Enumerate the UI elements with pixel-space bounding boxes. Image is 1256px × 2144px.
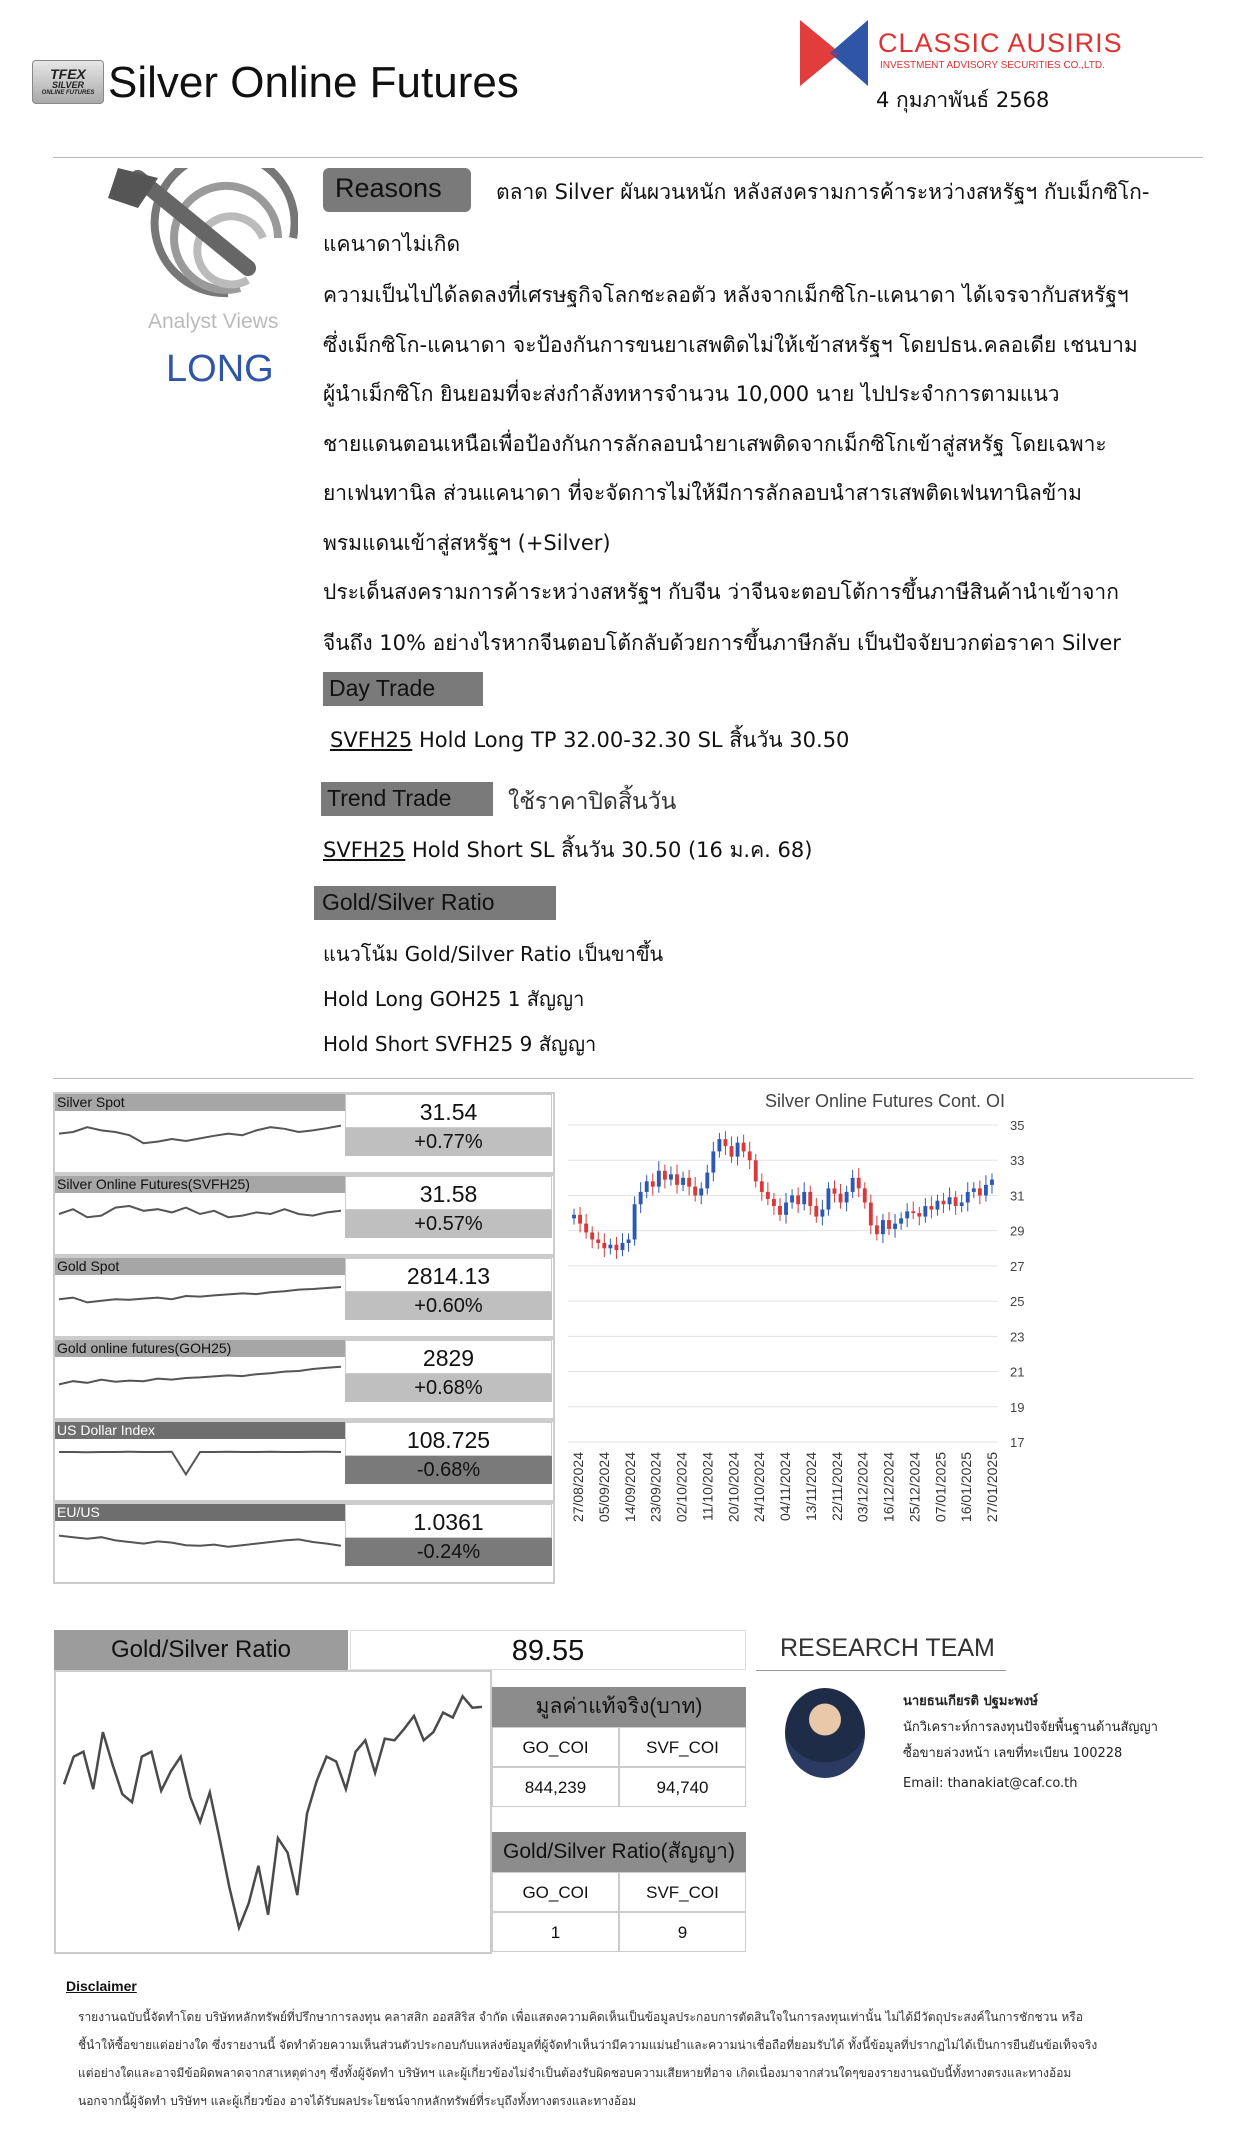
- y-tick-label: 35: [1010, 1118, 1025, 1133]
- y-tick-label: 21: [1010, 1364, 1025, 1380]
- gsr-line: แนวโน้ม Gold/Silver Ratio เป็นขาขึ้น: [323, 942, 664, 966]
- logo-line2: SILVER: [51, 80, 84, 90]
- report-date: 4 กุมภาพันธ์ 2568: [876, 88, 1050, 112]
- candle-body: [790, 1195, 794, 1202]
- candle-body: [760, 1181, 764, 1192]
- candle-body: [905, 1211, 909, 1218]
- x-tick-label: 25/12/2024: [906, 1452, 923, 1523]
- disclaimer-line: แต่อย่างใดและอาจมีข้อผิดพลาดจากสาเหตุต่างๆ ซึ่งทั้งผู้จัดทำ บริษัทฯ และผู้เกี่ยวข้องไม่จำเป็นต้องรับผิดชอบความเสียหายที่อาจ เกิดเนื่องมาจากส่วนใดๆของรายงานฉบับนี้ทั้งทางตรงและทางอ้อม: [78, 2066, 1072, 2080]
- candle-body: [572, 1215, 576, 1219]
- table-cell: 9: [619, 1912, 746, 1952]
- candle-body: [984, 1185, 988, 1196]
- candle-body: [621, 1243, 625, 1250]
- candle-body: [917, 1213, 921, 1217]
- sparkline-path: [59, 1536, 341, 1547]
- quote-change: +0.68%: [345, 1374, 552, 1402]
- candle-body: [923, 1206, 927, 1217]
- quote-sparkline: [55, 1194, 345, 1234]
- analyst-view-caption: Analyst Views: [148, 310, 279, 333]
- gsr-value: 89.55: [350, 1630, 746, 1670]
- candle-body: [669, 1174, 673, 1179]
- x-tick-label: 27/08/2024: [570, 1452, 586, 1523]
- candle-body: [596, 1239, 600, 1243]
- disclaimer-line: รายงานฉบับนี้จัดทำโดย บริษัทหลักทรัพย์ที่ปรึกษาการลงทุน คลาสสิก ออสสิริส จำกัด เพื่อแสดงความคิดเห็นเป็นข้อมูลประกอบการตัดสินใจในการลงทุนเท่านั้น ไม่ได้มีวัตถุประสงค์ในการชักชวน หรือ: [78, 2010, 1083, 2024]
- table-header: GO_COI: [492, 1727, 619, 1767]
- gsr-box-label: Gold/Silver Ratio: [54, 1630, 348, 1670]
- candle-body: [966, 1192, 970, 1203]
- candle-body: [705, 1173, 709, 1189]
- candle-body: [766, 1192, 770, 1199]
- candle-body: [857, 1178, 861, 1189]
- candle-body: [639, 1192, 643, 1204]
- candle-body: [578, 1215, 582, 1224]
- quote-sparkline: [55, 1112, 345, 1152]
- table-cell: 94,740: [619, 1767, 746, 1807]
- y-tick-label: 19: [1010, 1399, 1025, 1415]
- y-tick-label: 29: [1010, 1223, 1025, 1239]
- disclaimer-line: ชี้นำให้ซื้อขายแต่อย่างใด ซึ่งรายงานนี้ จัดทำด้วยความเห็นส่วนตัวประกอบกับแหล่งข้อมูลที่ผู้จัดทำเห็นว่ามีความแม่นยำและความน่าเชื่อถือที่ยอมรับได้ ทั้งนี้ข้อมูลที่ปรากฏไม่ได้เป็นการยืนยันข้อเท็จจริง: [78, 2038, 1098, 2052]
- quote-name: Gold Spot: [55, 1258, 345, 1275]
- x-tick-label: 20/10/2024: [725, 1452, 742, 1523]
- reason-line: ความเป็นไปได้ลดลงที่เศรษฐกิจโลกชะลอตัว หลังจากเม็กซิโก-แคนาดา ได้เจรจากับสหรัฐฯ: [323, 283, 1129, 307]
- candle-body: [972, 1188, 976, 1192]
- chart-title: Silver Online Futures Cont. OI: [764, 1091, 1006, 1111]
- x-tick-label: 27/01/2025: [984, 1452, 1000, 1523]
- quote-change: +0.57%: [345, 1210, 552, 1238]
- candle-body: [736, 1143, 740, 1157]
- candle-body: [814, 1206, 818, 1217]
- silver-futures-chart: [560, 1085, 1210, 1625]
- candle-body: [978, 1188, 982, 1195]
- candle-body: [869, 1202, 873, 1225]
- y-tick-label: 23: [1010, 1329, 1025, 1345]
- header-divider: [53, 157, 1203, 158]
- quote-sparkline: [55, 1276, 345, 1316]
- reason-line: พรมแดนเข้าสู่สหรัฐฯ (+Silver): [323, 531, 611, 555]
- candle-body: [717, 1139, 721, 1151]
- reason-line: ซึ่งเม็กซิโก-แคนาดา จะป้องกันการขนยาเสพติดไม่ให้เข้าสหรัฐฯ โดยปธน.คลอเดีย เชนบาม: [323, 333, 1138, 357]
- day-trade-symbol: SVFH25: [330, 728, 413, 752]
- candle-body: [602, 1243, 606, 1248]
- quote-price: 2829: [345, 1340, 552, 1374]
- trend-trade-text: Hold Short SL สิ้นวัน 30.50 (16 ม.ค. 68): [405, 838, 813, 862]
- table-header: SVF_COI: [619, 1727, 746, 1767]
- candle-body: [590, 1232, 594, 1239]
- analyst-avatar: [785, 1688, 865, 1778]
- quote-sparkline: [55, 1358, 345, 1398]
- x-tick-label: 14/09/2024: [621, 1452, 638, 1523]
- analyst-role: นักวิเคราะห์การลงทุนปัจจัยพื้นฐานด้านสัญญา: [903, 1720, 1158, 1735]
- candle-body: [657, 1171, 661, 1187]
- candle-body: [699, 1188, 703, 1195]
- sparkline-path: [59, 1452, 341, 1475]
- table-cell: 1: [492, 1912, 619, 1952]
- firm-name: CLASSIC AUSIRIS: [878, 28, 1123, 58]
- quote-name: Silver Spot: [55, 1094, 345, 1111]
- candle-body: [724, 1139, 728, 1146]
- candle-body: [929, 1206, 933, 1210]
- candle-body: [748, 1151, 752, 1160]
- x-tick-label: 11/10/2024: [699, 1452, 716, 1522]
- candle-body: [784, 1202, 788, 1214]
- quote-name: Gold online futures(GOH25): [55, 1340, 345, 1357]
- candle-body: [772, 1199, 776, 1206]
- table-cell: 844,239: [492, 1767, 619, 1807]
- x-tick-label: 02/10/2024: [673, 1452, 690, 1523]
- quote-name: Silver Online Futures(SVFH25): [55, 1176, 345, 1193]
- x-tick-label: 16/01/2025: [958, 1452, 975, 1523]
- disclaimer-line: นอกจากนี้ผู้จัดทำ บริษัทฯ และผู้เกี่ยวข้อง อาจได้รับผลประโยชน์จากหลักทรัพย์ที่ระบุถึงทั้งทางตรงและทางอ้อม: [78, 2094, 637, 2108]
- candle-body: [754, 1160, 758, 1181]
- gsr-line: Hold Long GOH25 1 สัญญา: [323, 987, 585, 1011]
- analyst-license: ซื้อขายล่วงหน้า เลขที่ทะเบียน 100228: [903, 1746, 1123, 1761]
- research-team-label: RESEARCH TEAM: [780, 1634, 995, 1662]
- tfex-logo: [32, 60, 104, 104]
- y-tick-label: 33: [1010, 1153, 1025, 1169]
- quote-change: -0.68%: [345, 1456, 552, 1484]
- y-tick-label: 17: [1010, 1435, 1025, 1450]
- x-tick-label: 23/09/2024: [647, 1452, 664, 1523]
- quote-sparkline: [55, 1522, 345, 1562]
- trend-trade-label: Trend Trade: [321, 782, 493, 816]
- fair-value-table-title: มูลค่าแท้จริง(บาท): [492, 1687, 746, 1727]
- sparkline-path: [59, 1367, 341, 1385]
- candle-body: [851, 1178, 855, 1192]
- analyst-view-value: LONG: [166, 348, 274, 390]
- reason-line: แคนาดาไม่เกิด: [323, 232, 461, 256]
- x-tick-label: 07/01/2025: [932, 1452, 949, 1523]
- candle-body: [796, 1195, 800, 1204]
- candle-body: [893, 1224, 897, 1229]
- candle-body: [614, 1245, 618, 1250]
- quote-change: -0.24%: [345, 1538, 552, 1566]
- x-tick-label: 22/11/2024: [828, 1452, 845, 1522]
- candle-body: [942, 1201, 946, 1205]
- quote-price: 108.725: [345, 1422, 552, 1456]
- candle-body: [826, 1188, 830, 1209]
- candle-body: [899, 1218, 903, 1223]
- quote-price: 1.0361: [345, 1504, 552, 1538]
- quote-price: 2814.13: [345, 1258, 552, 1292]
- quote-name: US Dollar Index: [55, 1422, 345, 1439]
- y-tick-label: 25: [1010, 1294, 1025, 1310]
- reason-line: จีนถึง 10% อย่างไรหากจีนตอบโต้กลับด้วยการขึ้นภาษีกลับ เป็นปัจจัยบวกต่อราคา Silver: [323, 631, 1121, 655]
- quote-price: 31.58: [345, 1176, 552, 1210]
- firm-subtitle: INVESTMENT ADVISORY SECURITIES CO.,LTD.: [880, 60, 1105, 71]
- trend-trade-symbol: SVFH25: [323, 838, 406, 862]
- candle-body: [875, 1225, 879, 1234]
- candle-body: [960, 1202, 964, 1206]
- analyst-email: Email: thanakiat@caf.co.th: [903, 1776, 1078, 1791]
- chart-x-axis: [570, 1452, 1000, 1522]
- target-icon: [108, 168, 298, 298]
- candle-body: [693, 1187, 697, 1196]
- candle-body: [663, 1171, 667, 1180]
- sparkline-path: [59, 1206, 341, 1217]
- research-divider: [756, 1670, 1006, 1671]
- reason-line: ชายแดนตอนเหนือเพื่อป้องกันการลักลอบนำยาเสพติดจากเม็กซิโกเข้าสู่สหรัฐ โดยเฉพาะ: [323, 432, 1107, 456]
- candle-body: [633, 1204, 637, 1239]
- sparkline-path: [59, 1287, 341, 1302]
- candle-body: [627, 1239, 631, 1243]
- candle-body: [730, 1146, 734, 1157]
- candle-body: [675, 1174, 679, 1185]
- quote-price: 31.54: [345, 1094, 552, 1128]
- candle-body: [778, 1206, 782, 1215]
- candle-body: [833, 1188, 837, 1193]
- gsr-line: [64, 1696, 482, 1927]
- candle-body: [645, 1181, 649, 1192]
- sparkline-path: [59, 1126, 341, 1144]
- candle-body: [687, 1178, 691, 1187]
- day-trade-recommendation: [330, 724, 849, 757]
- table-header: SVF_COI: [619, 1872, 746, 1912]
- candle-body: [863, 1188, 867, 1202]
- candle-body: [802, 1192, 806, 1204]
- table-header: GO_COI: [492, 1872, 619, 1912]
- quote-sparkline: [55, 1440, 345, 1480]
- candle-body: [990, 1180, 994, 1185]
- page-title: Silver Online Futures: [108, 58, 519, 107]
- trend-trade-note: ใช้ราคาปิดสิ้นวัน: [508, 789, 677, 815]
- x-tick-label: 05/09/2024: [595, 1452, 612, 1523]
- x-tick-label: 04/11/2024: [777, 1452, 793, 1522]
- candle-body: [954, 1197, 958, 1206]
- candle-body: [948, 1197, 952, 1204]
- candle-body: [651, 1181, 655, 1186]
- logo-line1: TFEX: [50, 66, 86, 82]
- candle-body: [681, 1178, 685, 1185]
- candle-body: [742, 1143, 746, 1152]
- analyst-name: นายธนเกียรติ ปฐมะพงษ์: [903, 1694, 1038, 1709]
- reason-line: ยาเฟนทานิล ส่วนแคนาดา ที่จะจัดการไม่ให้มีการลักลอบนำสารเสพติดเฟนทานิลข้าม: [323, 481, 1082, 505]
- candle-body: [839, 1194, 843, 1203]
- x-tick-label: 03/12/2024: [854, 1452, 871, 1523]
- disclaimer-title: Disclaimer: [66, 1978, 137, 1994]
- candle-body: [711, 1151, 715, 1172]
- logo-line3: ONLINE FUTURES: [41, 90, 95, 96]
- candle-body: [808, 1192, 812, 1206]
- reason-line: ตลาด Silver ผันผวนหนัก หลังสงครามการค้าระหว่างสหรัฐฯ กับเม็กซิโก-: [496, 180, 1150, 204]
- quote-change: +0.60%: [345, 1292, 552, 1320]
- candle-body: [820, 1210, 824, 1217]
- candle-body: [936, 1201, 940, 1210]
- y-tick-label: 27: [1010, 1258, 1025, 1274]
- candle-body: [911, 1211, 915, 1213]
- quote-change: +0.77%: [345, 1128, 552, 1156]
- y-tick-label: 31: [1010, 1188, 1025, 1204]
- quote-name: EU/US: [55, 1504, 345, 1521]
- reason-line: ผู้นำเม็กซิโก ยินยอมที่จะส่งกำลังทหารจำนวน 10,000 นาย ไปประจำการตามแนว: [323, 382, 1060, 406]
- x-tick-label: 24/10/2024: [751, 1452, 768, 1523]
- section-divider: [53, 1078, 1193, 1079]
- chart-y-axis: [1010, 1118, 1024, 1450]
- candle-body: [881, 1220, 885, 1234]
- candle-body: [887, 1220, 891, 1229]
- trend-trade-recommendation: [323, 834, 812, 867]
- reason-line: ประเด็นสงครามการค้าระหว่างสหรัฐฯ กับจีน ว่าจีนจะตอบโต้การขึ้นภาษีสินค้านำเข้าจาก: [323, 580, 1119, 604]
- reasons-label: Reasons: [323, 168, 471, 212]
- firm-logo-icon: [800, 18, 870, 88]
- candle-body: [584, 1224, 588, 1233]
- ratio-table-title: Gold/Silver Ratio(สัญญา): [492, 1832, 746, 1872]
- day-trade-label: Day Trade: [323, 672, 483, 706]
- x-tick-label: 16/12/2024: [880, 1452, 897, 1523]
- x-tick-label: 13/11/2024: [802, 1452, 819, 1522]
- candle-body: [608, 1245, 612, 1249]
- gsr-line: Hold Short SVFH25 9 สัญญา: [323, 1032, 597, 1056]
- gold-silver-ratio-label: Gold/Silver Ratio: [314, 886, 556, 920]
- chart-grid: [568, 1125, 998, 1442]
- gsr-chart: [56, 1672, 490, 1952]
- day-trade-text: Hold Long TP 32.00-32.30 SL สิ้นวัน 30.50: [412, 728, 850, 752]
- candle-body: [845, 1192, 849, 1203]
